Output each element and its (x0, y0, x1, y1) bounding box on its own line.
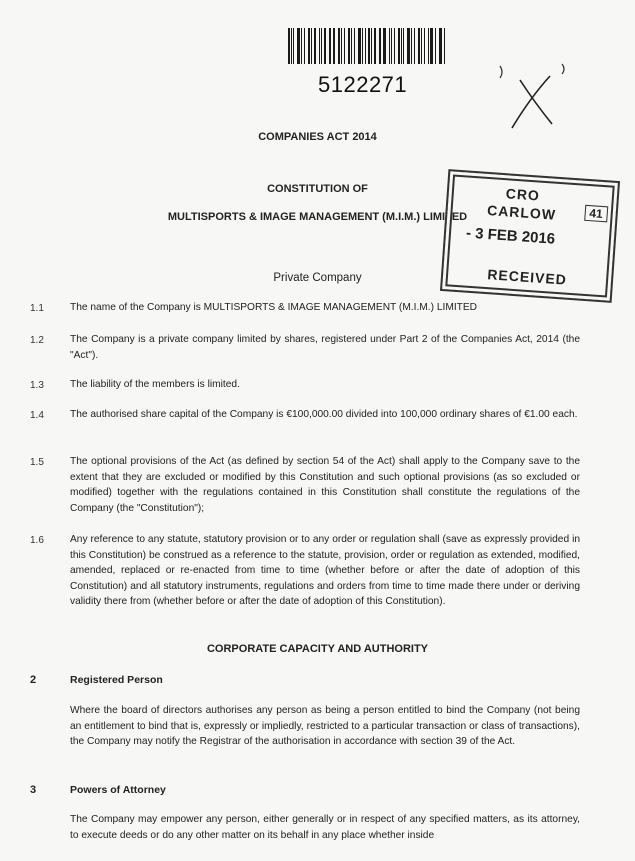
barcode-bar (421, 28, 422, 64)
section-heading: CORPORATE CAPACITY AND AUTHORITY (206, 643, 429, 655)
barcode-bar (314, 28, 317, 64)
barcode-bar (414, 28, 416, 64)
barcode-bar (338, 28, 341, 64)
stamp-date: - 3 FEB 2016 (465, 224, 556, 248)
barcode-bar (333, 28, 335, 64)
clause-number: 1.1 (30, 303, 44, 314)
section-text: Where the board of directors authorises any person as being a person entitled to bind the Company (not being an entitlement to bind that is, expressly or impliedly, restricted to a particular transaction or class of transactions), the Company may notify the Registrar of the authorisation in accordance with section 39 of the Act. (70, 705, 580, 747)
barcode-bar (344, 28, 345, 64)
barcode-bar (389, 28, 391, 64)
barcode-bar (288, 28, 290, 64)
barcode-bar (319, 28, 320, 64)
clause-number: 1.3 (30, 380, 44, 391)
barcode-bar (330, 28, 331, 64)
clause-text: The liability of the members is limited. (70, 379, 240, 390)
barcode-bar (430, 28, 433, 64)
registration-number: 5122271 (318, 72, 408, 97)
clause-text: The name of the Company is MULTISPORTS & IMAGE MANAGEMENT (M.I.M.) LIMITED (70, 302, 478, 313)
barcode-bar (297, 28, 300, 64)
section-number: 2 (30, 674, 37, 686)
barcode-bar (321, 28, 322, 64)
section-title: Registered Person (70, 674, 163, 686)
stamp-office: CRO (505, 185, 541, 204)
barcode-bar (358, 28, 361, 64)
barcode-bar (403, 28, 404, 64)
barcode-bar (368, 28, 370, 64)
barcode-bar (301, 28, 302, 64)
barcode-bar (308, 28, 310, 64)
barcode-bar (371, 28, 372, 64)
barcode-bar (411, 28, 412, 64)
barcode-bar (365, 28, 366, 64)
barcode-bar (311, 28, 312, 64)
barcode-bar (304, 28, 306, 64)
barcode-bar (439, 28, 440, 64)
constitution-title: CONSTITUTION OF (267, 183, 368, 195)
barcode-bar (444, 28, 445, 64)
barcode-bar (394, 28, 395, 64)
barcode-bar (291, 28, 292, 64)
received-stamp (440, 169, 620, 303)
barcode-bar (440, 28, 442, 64)
stamp-location: CARLOW (486, 201, 557, 223)
section-number: 3 (30, 784, 37, 796)
barcode-bar (324, 28, 326, 64)
barcode-bar (380, 28, 381, 64)
barcode-bar (329, 28, 330, 64)
barcode-bar (435, 28, 436, 64)
barcode-bar (351, 28, 353, 64)
barcode-bar (374, 28, 376, 64)
barcode-bar (354, 28, 355, 64)
barcode (288, 28, 448, 64)
barcode-bar (428, 28, 430, 64)
section-text: The Company may empower any person, either generally or in respect of any specified matters, as its attorney, to execute deeds or do any other matter on its behalf in any place whether inside (70, 814, 580, 841)
barcode-bar (424, 28, 425, 64)
clause-text: The Company is a private company limited by shares, registered under Part 2 of the Companies Act, 2014 (the "Act"). (70, 334, 580, 361)
company-type: Private Company (273, 272, 362, 284)
company-name: MULTISPORTS & IMAGE MANAGEMENT (M.I.M.) LIMITED (167, 211, 468, 223)
clause-number: 1.5 (30, 457, 44, 468)
barcode-bar (362, 28, 363, 64)
barcode-bar (391, 28, 392, 64)
clause-text: The optional provisions of the Act (as defined by section 54 of the Act) shall apply to the Company save to the extent that they are excluded or modified by this Constitution and such optional provisions (as so excluded or modified) together with the regulations contained in this Constitution shall constitute the regulations of the Company (the "Constitution"); (70, 456, 580, 514)
barcode-bar (418, 28, 420, 64)
clause-number: 1.2 (30, 335, 44, 346)
stamp-status: RECEIVED (486, 266, 568, 288)
clause-text: Any reference to any statute, statutory provision or to any order or regulation shall (save as expressly provided in this Constitution) be construed as a reference to the statute, provision, order or regulation as extended, modified, amended, replaced or re-enacted from time to time (whether before or after the date of adoption of this Constitution) and all statutory instruments, regulations and orders from time to time made there under or deriving validity there from (whether before or after the date of adoption of this Constitution). (70, 534, 580, 607)
barcode-bar (398, 28, 400, 64)
section-title: Powers of Attorney (70, 784, 166, 796)
clause-number: 1.4 (30, 410, 44, 421)
clause-number: 1.6 (30, 535, 44, 546)
clause-text: The authorised share capital of the Company is €100,000.00 divided into 100,000 ordinary shares of €1.00 each. (70, 409, 578, 420)
barcode-bar (379, 28, 380, 64)
act-title: COMPANIES ACT 2014 (258, 131, 377, 143)
barcode-bar (341, 28, 342, 64)
barcode-bar (293, 28, 294, 64)
handwritten-mark (490, 58, 580, 133)
barcode-bar (348, 28, 350, 64)
barcode-bar (407, 28, 410, 64)
barcode-bar (383, 28, 386, 64)
barcode-bar (401, 28, 402, 64)
stamp-number: 41 (584, 205, 608, 223)
